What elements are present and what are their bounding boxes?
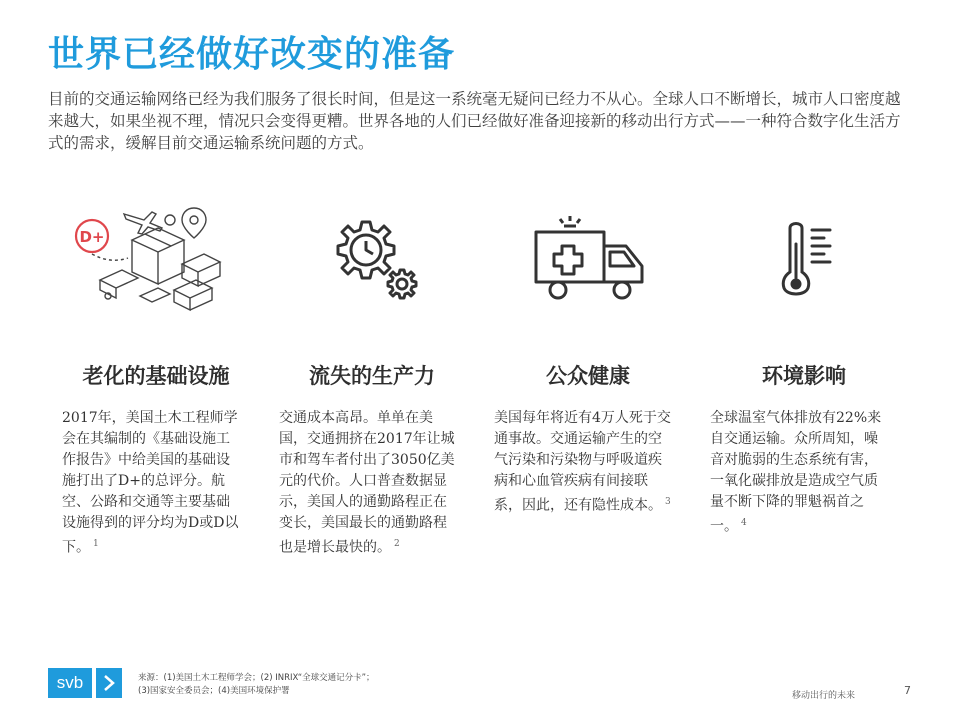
column-title-infrastructure: 老化的基础设施 (82, 364, 230, 388)
column-text: 全球温室气体排放有22%来自交通运输。众所周知，噪音对脆弱的生态系统有害，一氧化碳排放是造成空气质量不断下降的罪魁祸首之一。 (710, 410, 882, 535)
page-title: 世界已经做好改变的准备 (48, 34, 456, 75)
infrastructure-icon (70, 198, 230, 316)
footnote-ref: 1 (93, 539, 99, 549)
source-line: 来源：(1)美国土木工程师学会；(2) INRIX“全球交通记分卡”； (138, 673, 375, 683)
footer-label: 移动出行的未来 (792, 691, 856, 701)
intro-paragraph: 目前的交通运输网络已经为我们服务了很长时间，但是这一系统毫无疑问已经力不从心。全球人口不断增长，城市人口密度越来越大，如果坐视不理，情况只会变得更糟。世界各地的人们已经做好准备迎接新的移动出行方式——一种符合数字化生活方式的需求，缓解目前交通运输系统问题的方式。 (48, 90, 901, 152)
page-number: 7 (904, 684, 911, 697)
column-text: 交通成本高昂。单单在美国，交通拥挤在2017年让城市和驾车者付出了3050亿美元的代价。人口普查数据显示，美国人的通勤路程正在变长，美国最长的通勤路程也是增长最快的。 (279, 410, 455, 556)
footnote-ref: 3 (665, 497, 671, 507)
column-title-environment: 环境影响 (762, 364, 846, 388)
svb-logo (48, 668, 122, 698)
logo-wordmark: svb (48, 668, 92, 698)
source-line: (3)国家安全委员会；(4)美国环境保护署 (138, 686, 290, 696)
footnote-ref: 4 (741, 518, 747, 528)
thermometer-icon (780, 220, 836, 300)
source-footnote (138, 672, 458, 698)
column-body-health (494, 408, 672, 517)
column-body-productivity (279, 408, 457, 559)
column-title-health: 公众健康 (546, 364, 630, 388)
chevron-right-icon (96, 668, 122, 698)
footnote-ref: 2 (394, 539, 400, 549)
column-title-productivity: 流失的生产力 (309, 364, 435, 388)
ambulance-icon (530, 212, 648, 304)
grade-badge-text: D+ (79, 228, 105, 246)
gear-clock-icon (326, 214, 418, 300)
column-body-infrastructure (62, 408, 240, 559)
column-body-environment (710, 408, 888, 538)
column-text: 美国每年将近有4万人死于交通事故。交通运输产生的空气污染和污染物与呼吸道疾病和心血管疾病有间接联系，因此，还有隐性成本。 (494, 410, 671, 514)
column-text: 2017年，美国土木工程师学会在其编制的《基础设施工作报告》中给美国的基础设施打出了D+的总评分。航空、公路和交通等主要基础设施得到的评分均为D或D以下。 (62, 410, 239, 556)
